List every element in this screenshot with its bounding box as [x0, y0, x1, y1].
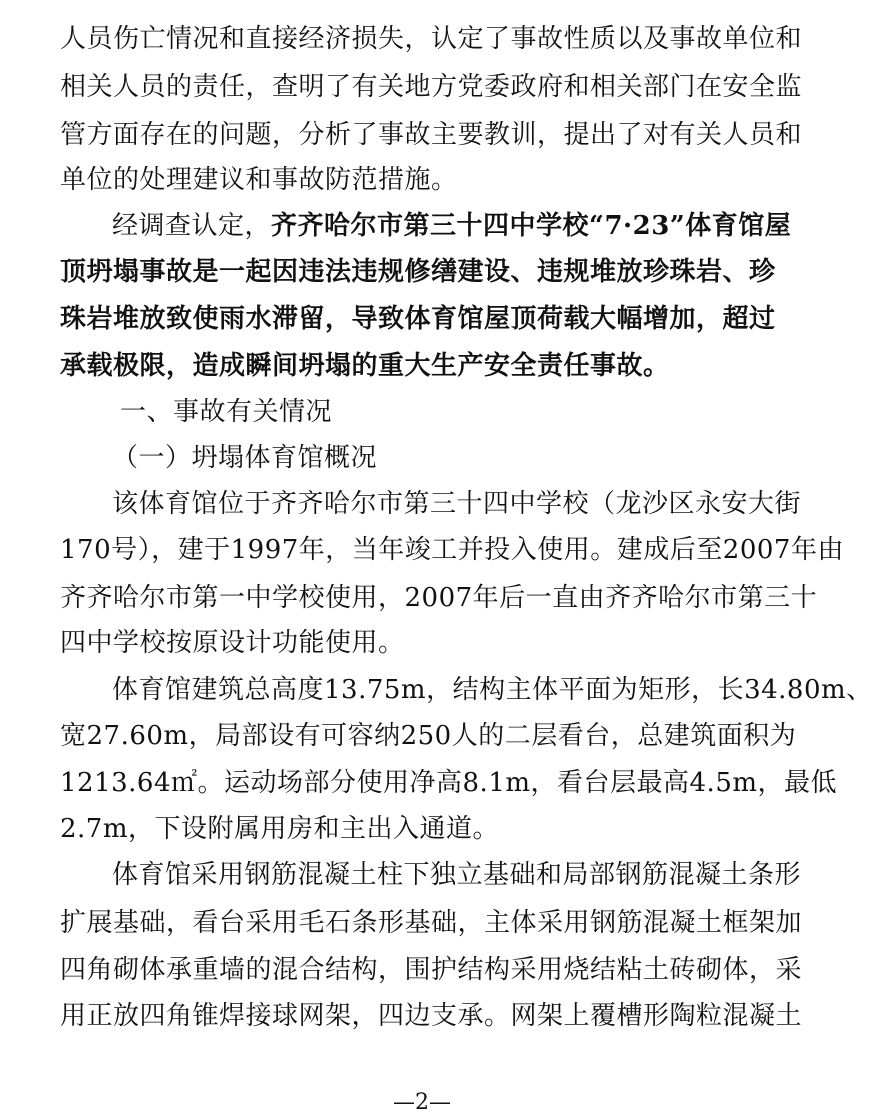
paragraph-line: 四中学校按原设计功能使用。: [60, 628, 405, 658]
paragraph-line: 体育馆采用钢筋混凝土柱下独立基础和局部钢筋混凝土条形: [112, 860, 802, 890]
page-number: —2—: [393, 1090, 451, 1115]
paragraph-line: 体育馆建筑总高度13.75m，结构主体平面为矩形，长34.80m、: [112, 675, 873, 705]
paragraph-line: 齐齐哈尔市第一中学校使用，2007年后一直由齐齐哈尔市第三十: [60, 583, 818, 613]
conclusion-bold-text: 齐齐哈尔市第三十四中学校“7·23”体育馆屋: [271, 211, 792, 241]
paragraph-line: 1213.64㎡。运动场部分使用净高8.1m，看台层最高4.5m，最低: [60, 768, 838, 798]
section-heading: 一、事故有关情况: [120, 397, 333, 427]
conclusion-bold-line: 珠岩堆放致使雨水滞留，导致体育馆屋顶荷载大幅增加，超过: [60, 304, 776, 334]
paragraph-line: 用正放四角锥焊接球网架，四边支承。网架上覆槽形陶粒混凝土: [60, 1001, 803, 1031]
paragraph-line: 相关人员的责任，查明了有关地方党委政府和相关部门在安全监: [60, 72, 803, 102]
paragraph-line: 2.7m，下设附属用房和主出入通道。: [60, 814, 500, 844]
paragraph-line: 该体育馆位于齐齐哈尔市第三十四中学校（龙沙区永安大街: [112, 489, 802, 519]
paragraph-line: 170号），建于1997年，当年竣工并投入使用。建成后至2007年由: [60, 535, 844, 565]
paragraph-line: 人员伤亡情况和直接经济损失，认定了事故性质以及事故单位和: [60, 24, 803, 54]
conclusion-bold-line: 承载极限，造成瞬间坍塌的重大生产安全责任事故。: [60, 351, 670, 381]
conclusion-lead: 经调查认定，: [112, 211, 272, 241]
paragraph-line: 四角砌体承重墙的混合结构，围护结构采用烧结粘土砖砌体，采: [60, 955, 803, 985]
paragraph-line: 单位的处理建议和事故防范措施。: [60, 165, 458, 195]
conclusion-bold-line: 顶坍塌事故是一起因违法违规修缮建设、违规堆放珍珠岩、珍: [60, 257, 776, 287]
paragraph-line: 宽27.60m，局部设有可容纳250人的二层看台，总建筑面积为: [60, 721, 797, 751]
paragraph-line: 扩展基础，看台采用毛石条形基础，主体采用钢筋混凝土框架加: [60, 908, 803, 938]
paragraph-line: 管方面存在的问题，分析了事故主要教训，提出了对有关人员和: [60, 120, 803, 150]
subsection-heading: （一）坍塌体育馆概况: [112, 443, 378, 473]
conclusion-first-line: [112, 204, 792, 248]
